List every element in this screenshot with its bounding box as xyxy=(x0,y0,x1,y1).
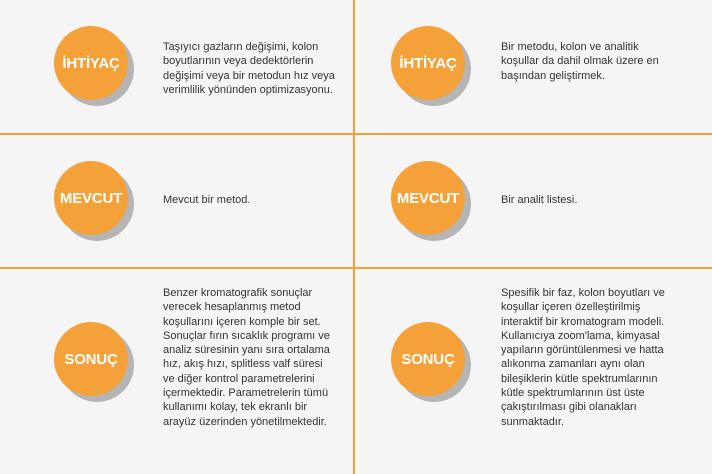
result-text-left: Benzer kromatografik sonuçlar verecek hesaplanmış metod koşullarını içeren komple bir set. Sonuçlar fırın sıcaklık programı ve analiz süresinin yanı sıra ortalama hız, akış hızı, splitless valf süresi ve diğer kontrol parametrelerini içermektedir. Parametrelerin tümü kullanımı kolay, tek ekranlı bir arayüz üzerinden yönetilmektedir. xyxy=(163,287,330,428)
current-text-right: Bir analit listesi. xyxy=(501,194,578,206)
need-badge-right-label: İHTİYAÇ xyxy=(399,54,457,72)
current-badge-left-label: MEVCUT xyxy=(59,189,123,207)
current-badge-right xyxy=(391,161,465,235)
current-badge-right-label: MEVCUT xyxy=(396,189,460,207)
current-badge-left xyxy=(54,161,128,235)
result-badge-right xyxy=(391,322,465,396)
need-badge-left xyxy=(54,26,128,100)
row-divider-bottom xyxy=(0,267,712,269)
need-badge-left-label: İHTİYAÇ xyxy=(62,54,120,72)
need-badge-right xyxy=(391,26,465,100)
need-text-right: Bir metodu, kolon ve analitik koşullar da dahil olmak üzere en başından geliştirmek. xyxy=(501,41,659,82)
row-divider-top xyxy=(0,133,712,135)
column-divider xyxy=(353,0,355,474)
result-text-right: Spesifik bir faz, kolon boyutları ve koşullar içeren özelleştirilmiş interaktif bir kromatogram modeli. Kullanıcıya zoom'lama, kimyasal yapıların görüntülenmesi ve hatta alıkonma zamanları aynı olan bileşiklerin kütle spektrumlarının kütle spektrumlarının üst üste çakıştırılması gibi olanakları sunmaktadır. xyxy=(501,287,665,428)
need-text-left: Taşıyıcı gazların değişimi, kolon boyutlarının veya dedektörlerin değişimi veya bir metodun hız veya verimlilik yönünden optimizasyonu. xyxy=(163,41,335,96)
result-badge-right-label: SONUÇ xyxy=(401,350,455,368)
current-text-left: Mevcut bir metod. xyxy=(163,194,251,206)
result-badge-left xyxy=(54,322,128,396)
result-badge-left-label: SONUÇ xyxy=(64,350,118,368)
